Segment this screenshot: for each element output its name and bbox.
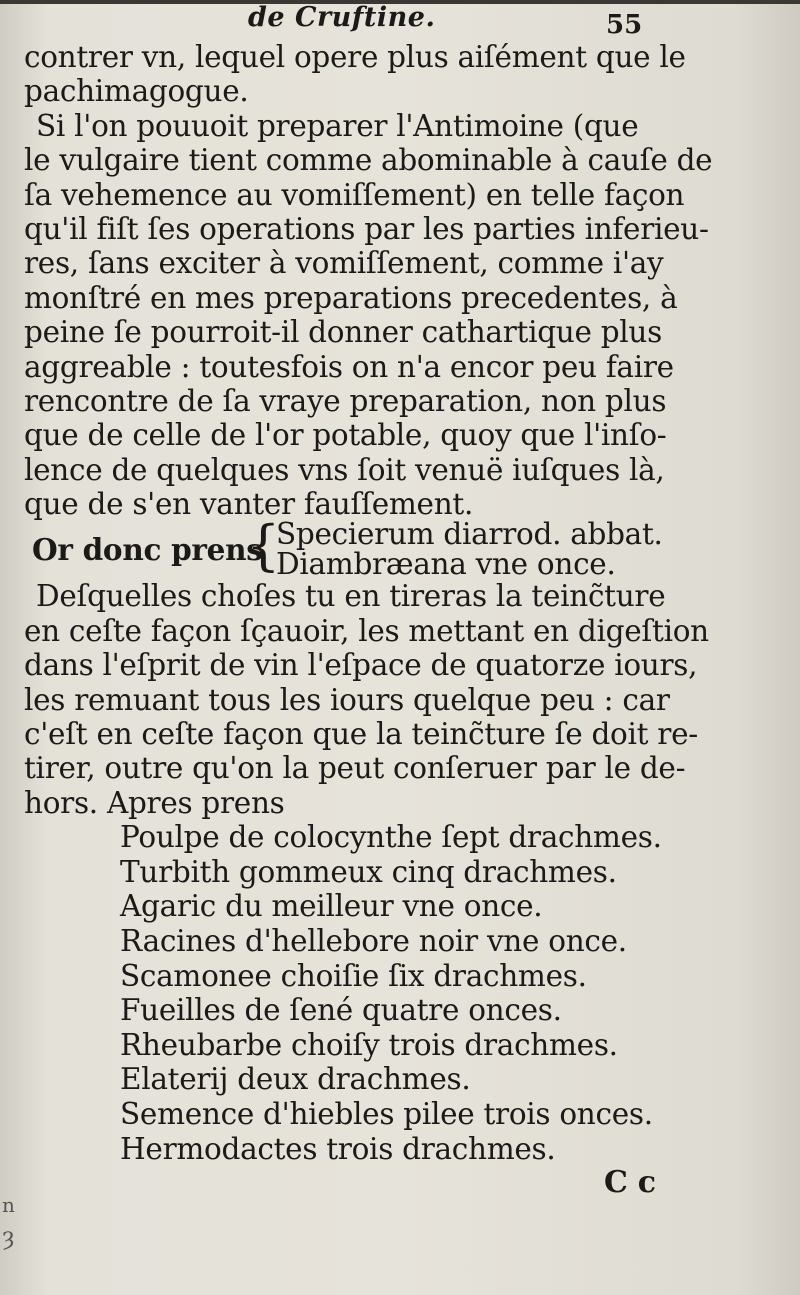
- margin-fragment: n: [2, 1193, 15, 1217]
- margin-fragment: Ȝ: [2, 1227, 15, 1251]
- text-line: les remuant tous les iours quelque peu : car: [24, 682, 670, 717]
- brace-icon: {: [246, 514, 281, 578]
- catchword-row: [24, 1166, 784, 1200]
- text-line: qu'il fiſt ſes operations par les parties inferieu-: [24, 211, 709, 246]
- recipe-item: Semence d'hiebles pilee trois onces.: [120, 1096, 653, 1131]
- text-line: c'eſt en ceſte façon que la teinc̃ture ſe doit re-: [24, 717, 698, 752]
- text-line: rencontre de ſa vraye preparation, non plus: [24, 383, 667, 418]
- recipe-item: Fueilles de ſené quatre onces.: [120, 993, 562, 1028]
- ingredient-brace: [24, 514, 784, 582]
- text-line: Si l'on pouuoit preparer l'Antimoine (que: [36, 108, 639, 143]
- recipe-list: [24, 820, 784, 1166]
- margin-fragments: [2, 1188, 15, 1256]
- brace-item: Specierum diarrod. abbat.: [276, 517, 663, 552]
- text-line: ſa vehemence au vomiſſement) en telle façon: [24, 177, 685, 212]
- text-line: en ceſte façon ſçauoir, les mettant en digeſtion: [24, 613, 709, 648]
- recipe-item: Hermodactes trois drachmes.: [120, 1131, 556, 1166]
- catchword: C c: [604, 1165, 656, 1201]
- text-line: que de s'en vanter fauſſement.: [24, 487, 474, 522]
- recipe-item: Elaterij deux drachmes.: [120, 1062, 471, 1097]
- text-line: le vulgaire tient comme abominable à cauſe de: [24, 143, 713, 178]
- brace-item: Diambræana vne once.: [276, 547, 616, 582]
- brace-lead: Or donc prens: [32, 532, 263, 568]
- running-head-title: de Cruftine.: [248, 2, 436, 33]
- text-line: monſtré en mes preparations precedentes, à: [24, 280, 678, 315]
- text-line: Deſquelles choſes tu en tireras la teinc̃ture: [36, 579, 666, 614]
- body-text: [24, 40, 784, 1200]
- recipe-item: Turbith gommeux cinq drachmes.: [120, 854, 617, 889]
- brace-items: [276, 517, 663, 582]
- text-line: res, ſans exciter à vomiſſement, comme i'ay: [24, 246, 664, 281]
- text-line: dans l'eſprit de vin l'eſpace de quatorze iours,: [24, 648, 698, 683]
- text-line: tirer, outre qu'on la peut conſeruer par le de-: [24, 751, 686, 786]
- text-line: contrer vn, lequel opere plus aiſément que le: [24, 40, 686, 74]
- recipe-item: Rheubarbe choiſy trois drachmes.: [120, 1027, 618, 1062]
- recipe-item: Poulpe de colocynthe ſept drachmes.: [120, 820, 662, 855]
- recipe-item: Agaric du meilleur vne once.: [120, 889, 543, 924]
- text-line: pachimagogue.: [24, 74, 249, 109]
- text-line: que de celle de l'or potable, quoy que l'inſo-: [24, 418, 667, 453]
- text-line: hors. Apres prens: [24, 785, 285, 820]
- running-head: [0, 2, 800, 40]
- text-line: aggreable : toutesfois on n'a encor peu faire: [24, 349, 674, 384]
- text-line: peine ſe pourroit-il donner cathartique plus: [24, 315, 662, 350]
- text-line: lence de quelques vns ſoit venuë iuſques là,: [24, 452, 665, 487]
- recipe-item: Racines d'hellebore noir vne once.: [120, 923, 627, 958]
- page-number: 55: [606, 10, 643, 40]
- recipe-item: Scamonee choiſie ſix drachmes.: [120, 958, 587, 993]
